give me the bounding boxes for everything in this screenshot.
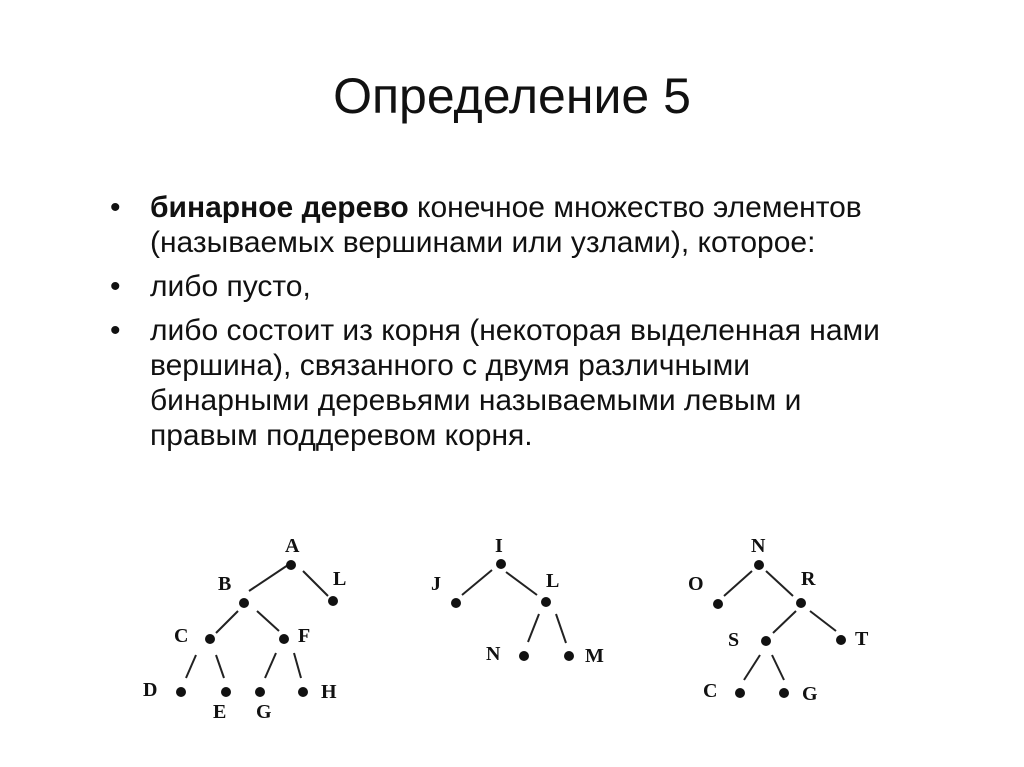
node [735, 688, 745, 698]
tree-3 [688, 535, 869, 705]
node [328, 596, 338, 606]
edge [186, 655, 196, 678]
node [205, 634, 215, 644]
bullet-item [110, 313, 900, 453]
edge [216, 655, 224, 678]
bullet-marker: • [110, 191, 121, 224]
edge [216, 611, 238, 633]
node-label: I [495, 535, 503, 557]
edge [506, 572, 537, 595]
bullet-item [110, 269, 900, 304]
node [754, 560, 764, 570]
node-label: B [218, 573, 232, 595]
node [279, 634, 289, 644]
tree-diagrams [0, 518, 1024, 767]
node [519, 651, 529, 661]
node-label: F [298, 625, 311, 647]
edge [257, 611, 279, 631]
edge [766, 571, 793, 596]
node [221, 687, 231, 697]
node-label: M [585, 645, 604, 667]
edge [294, 653, 301, 678]
node-label: C [703, 680, 718, 702]
bullet-text: либо пусто, [150, 270, 311, 303]
node-label: H [321, 681, 337, 703]
edge [556, 614, 566, 643]
node [564, 651, 574, 661]
edge [462, 570, 492, 595]
node-label: T [855, 628, 869, 650]
tree-1 [143, 535, 346, 723]
edge [528, 614, 539, 642]
tree-2 [431, 535, 604, 667]
edge [303, 571, 328, 596]
node-label: L [546, 570, 560, 592]
bullet-text: либо состоит из корня (некоторая выделенная нами вершина), связанного с двумя различными бинарными деревьями называемыми левым и правым поддеревом корня. [150, 314, 880, 452]
node-label: E [213, 701, 227, 723]
node-label: N [486, 643, 501, 665]
node [779, 688, 789, 698]
node [286, 560, 296, 570]
node [239, 598, 249, 608]
node-label: L [333, 568, 347, 590]
edge [744, 655, 760, 680]
edge [773, 611, 796, 633]
edge [772, 655, 784, 680]
bullet-marker: • [110, 314, 121, 347]
node [298, 687, 308, 697]
bullet-marker: • [110, 270, 121, 303]
bullet-item [110, 190, 900, 260]
trees-svg [0, 518, 1024, 767]
node-label: R [801, 568, 816, 590]
node-label: O [688, 573, 704, 595]
node-label: N [751, 535, 766, 557]
node [761, 636, 771, 646]
edge [265, 653, 276, 678]
node-label: G [802, 683, 818, 705]
edge [249, 563, 291, 591]
node [541, 597, 551, 607]
term-binary-tree: бинарное дерево [150, 191, 409, 224]
edge [810, 611, 836, 631]
node-label: S [728, 629, 740, 651]
bullet-list [110, 190, 900, 462]
node [836, 635, 846, 645]
edge [724, 571, 752, 596]
slide-title: Определение 5 [333, 68, 691, 124]
node-label: C [174, 625, 189, 647]
node [796, 598, 806, 608]
bullet-text: конечное множество элементов (называемых вершинами или узлами), которое: [150, 191, 862, 259]
node [496, 559, 506, 569]
node [713, 599, 723, 609]
node-label: D [143, 679, 158, 701]
node-label: J [431, 573, 441, 595]
node-label: G [256, 701, 272, 723]
node [176, 687, 186, 697]
node [255, 687, 265, 697]
node [451, 598, 461, 608]
node-label: A [285, 535, 300, 557]
